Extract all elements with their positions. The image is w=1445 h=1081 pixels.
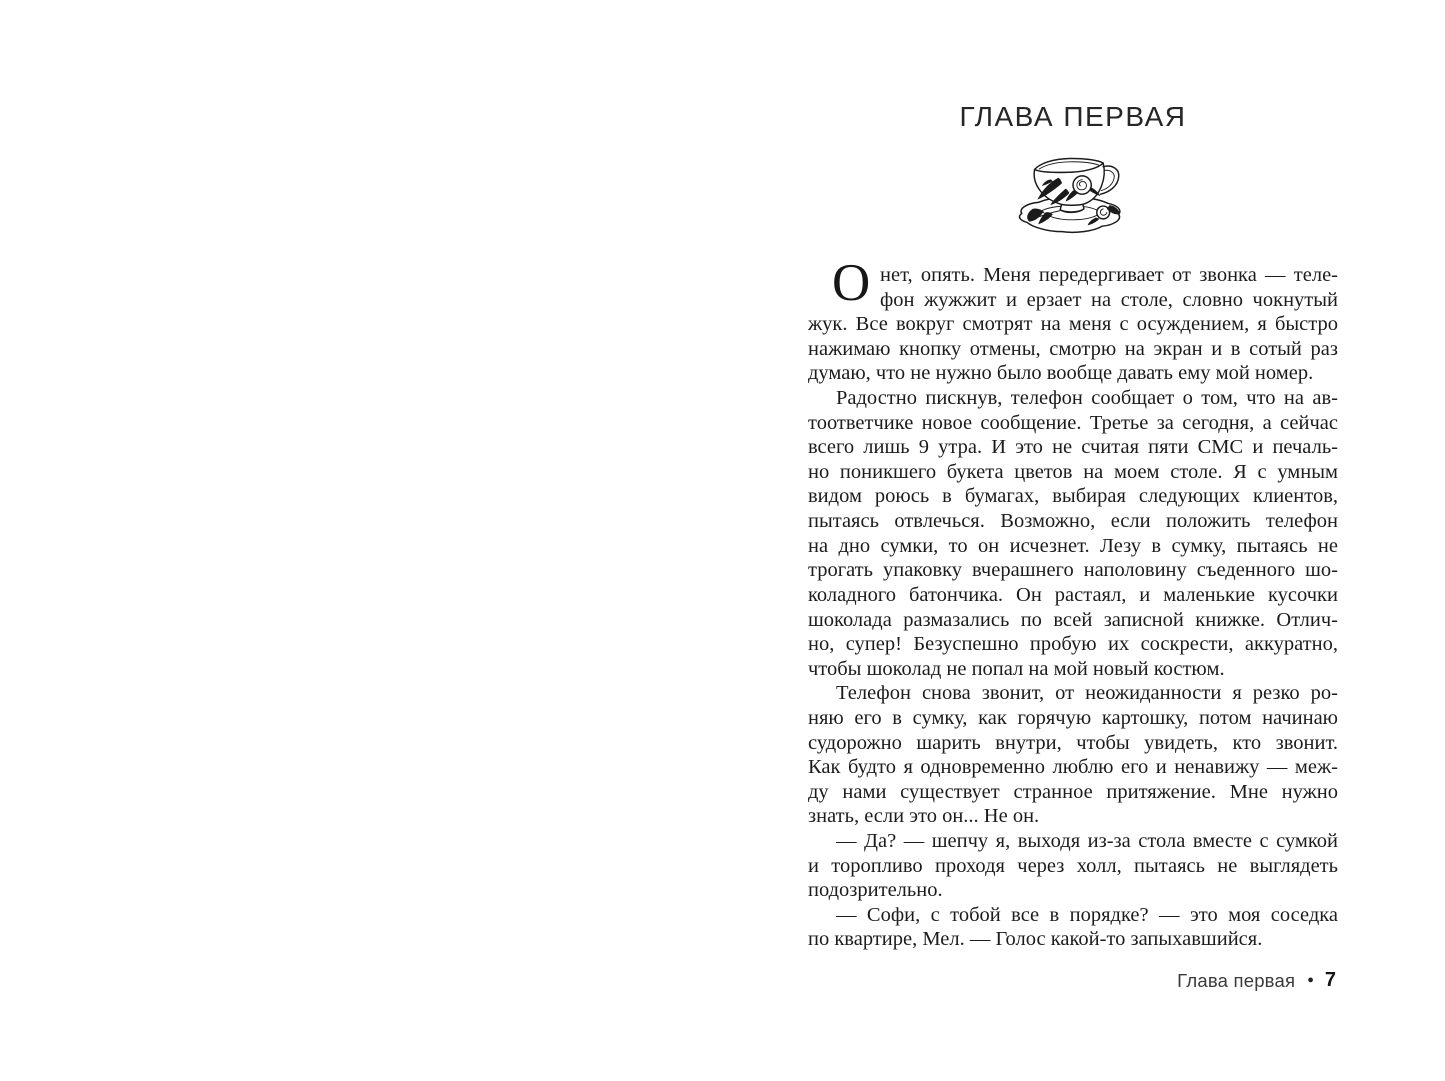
- page-footer: [1177, 969, 1336, 992]
- text-line: фон жужжит и ерзает на столе, словно чокнутый: [880, 288, 1338, 311]
- chapter-title: ГЛАВА ПЕРВАЯ: [959, 101, 1187, 132]
- text-line: думаю, что не нужно было вообще давать ему мой номер.: [808, 362, 1314, 385]
- page-number: 7: [1324, 969, 1336, 991]
- text-line: няю его в сумку, как горячую картошку, потом начинаю: [808, 706, 1338, 729]
- text-line: шоколада размазались по всей записной книжке. Отлич-: [808, 608, 1338, 631]
- text-line: — Да? — шепчу я, выходя из-за стола вместе с сумкой: [836, 830, 1338, 853]
- text-line: Телефон снова звонит, от неожиданности я резко ро-: [836, 682, 1338, 705]
- text-line: на дно сумки, то он исчезнет. Лезу в сумку, пытаясь не: [808, 534, 1338, 557]
- text-line: знать, если это он... Не он.: [808, 805, 1040, 828]
- running-head: Глава первая: [1177, 969, 1296, 991]
- text-line: пытаясь отвлечься. Возможно, если положить телефон: [808, 510, 1338, 533]
- text-line: трогать упаковку вчерашнего наполовину съеденного шо-: [808, 559, 1338, 582]
- text-line: Как будто я одновременно люблю его и ненавижу — меж-: [808, 756, 1338, 779]
- paragraph: [808, 254, 1338, 386]
- text-line: Радостно пискнув, телефон сообщает о том, что на ав-: [836, 387, 1338, 410]
- text-line: нажимаю кнопку отмены, смотрю на экран и в сотый раз: [808, 337, 1338, 360]
- blank-left-page: [0, 0, 722, 1081]
- paragraph: [808, 681, 1338, 829]
- teacup-illustration: [1009, 151, 1137, 241]
- text-line: — Софи, с тобой все в порядке? — это моя соседка: [836, 903, 1338, 926]
- body-text: [808, 254, 1338, 952]
- footer-separator-dot: ●: [1307, 974, 1314, 986]
- text-line: подозрительно.: [808, 879, 943, 902]
- text-line: всего лишь 9 утра. И это не считая пяти СМС и печаль-: [808, 436, 1338, 459]
- paragraph: [808, 386, 1338, 681]
- text-line: и торопливо проходя через холл, пытаясь не выглядеть: [808, 854, 1338, 877]
- text-line: тоответчике новое сообщение. Третье за сегодня, а сейчас: [808, 411, 1338, 434]
- text-line: но поникшего букета цветов на моем столе. Я с умным: [808, 460, 1338, 483]
- text-line: чтобы шоколад не попал на мой новый костюм.: [808, 657, 1225, 680]
- text-line: ду нами существует странное притяжение. Мне нужно: [808, 780, 1338, 803]
- text-line: коладного батончика. Он растаял, и маленькие кусочки: [808, 583, 1338, 606]
- text-line: видом роюсь в бумагах, выбирая следующих клиентов,: [808, 485, 1338, 508]
- text-line: но, супер! Безуспешно пробую их соскрести, аккуратно,: [808, 633, 1338, 656]
- drop-cap: О: [832, 254, 871, 312]
- text-line: судорожно шарить внутри, чтобы увидеть, кто звонит.: [808, 731, 1338, 754]
- text-line: по квартире, Мел. — Голос какой-то запыхавшийся.: [808, 928, 1263, 951]
- text-line: нет, опять. Меня передергивает от звонка — теле-: [880, 264, 1338, 286]
- text-line: жук. Все вокруг смотрят на меня с осуждением, я быстро: [808, 313, 1338, 336]
- paragraph: [808, 903, 1338, 952]
- paragraph: [808, 829, 1338, 903]
- page-content: [808, 0, 1338, 1081]
